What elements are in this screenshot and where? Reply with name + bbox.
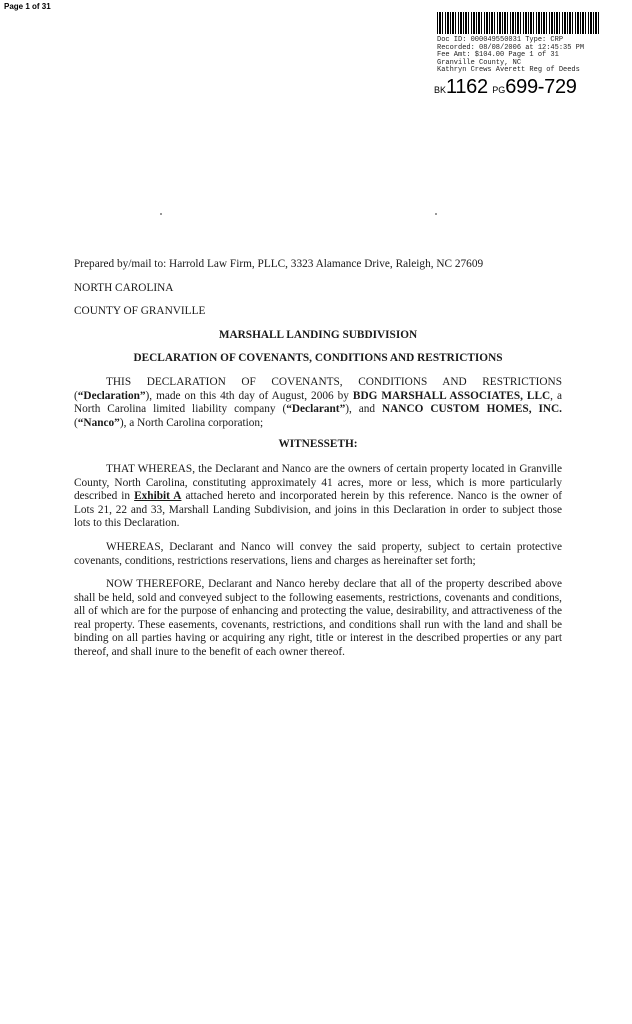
declaration-term: “Declaration” [77,389,146,402]
recording-stamp [437,37,627,75]
whereas-text: THAT WHEREAS, the Declarant and Nanco are the owners of certain property located in Granville County, North Carolina, constituting approximately 41 acres, more or less, which is more particularly described in [74,462,562,503]
witnesseth-heading: WITNESSETH: [278,438,358,451]
intro-text: ), a North Carolina corporation; [119,416,264,429]
document-body [74,258,562,660]
page-range: 699-729 [505,76,577,98]
intro-text: ), made on this 4th day of August, 2006 by [145,389,353,402]
recording-line: Granville County, NC [437,58,522,67]
page-number-label: Page 1 of 31 [4,2,51,11]
therefore-paragraph: NOW THEREFORE, Declarant and Nanco hereby declare that all of the property described above shall be held, sold and conveyed subject to the following easements, restrictions, covenants and conditions, all of which are for the purpose of enhancing and protecting the value, desirability, and attractiveness of the real property. These easements, covenants, restrictions, and conditions shall run with the land and shall be binding on all parties having or acquiring any right, title or interest in the described properties or any part thereof, and shall inure to the benefit of each owner thereof. [74,578,562,659]
declarant-name: BDG MARSHALL ASSOCIATES, LLC [352,389,551,402]
document-subtitle: DECLARATION OF COVENANTS, CONDITIONS AND RESTRICTIONS [133,352,503,365]
convey-paragraph: WHEREAS, Declarant and Nanco will convey the said property, subject to certain protective covenants, conditions, restrictions reservations, liens and charges as hereinafter set forth; [74,540,562,567]
intro-paragraph [74,376,562,430]
declarant-term: “Declarant” [286,403,346,416]
scan-speck [160,213,162,215]
state-line: NORTH CAROLINA [74,281,174,294]
intro-text: , a North Carolina limited liability company ( [74,389,562,416]
book-number: 1162 [446,76,488,98]
recording-line: Kathryn Crews Averett Reg of Deeds [437,66,580,75]
exhibit-reference: Exhibit A [134,490,182,503]
intro-text: ( [74,416,78,429]
nanco-term: “Nanco” [77,416,120,429]
recording-line: Recorded: 08/08/2006 at 12:45:35 PM [437,43,585,52]
prepared-by-line: Prepared by/mail to: Harrold Law Firm, PLLC, 3323 Alamance Drive, Raleigh, NC 27609 [74,258,484,270]
page-prefix: PG [492,85,506,95]
recording-line: Fee Amt: $104.00 Page 1 of 31 [437,51,559,60]
intro-text: ), and [345,403,382,416]
book-page-reference [434,76,577,99]
recording-line: Doc ID: 000049550031 Type: CRP [437,36,564,44]
intro-text: THIS DECLARATION OF COVENANTS, CONDITIONS AND RESTRICTIONS ( [74,375,562,402]
nanco-name: NANCO CUSTOM HOMES, INC. [381,403,562,416]
recording-barcode [437,12,601,34]
scan-speck [435,213,437,215]
document-title: MARSHALL LANDING SUBDIVISION [218,328,418,341]
county-line: COUNTY OF GRANVILLE [74,305,206,318]
book-prefix: BK [434,85,447,95]
whereas-text: attached hereto and incorporated herein by this reference. Nanco is the owner of Lots 21, 22 and 33, Marshall Landing Subdivision, and joins in this Declaration in order to subject those lots to this Declaration. [74,490,562,530]
whereas-paragraph [74,463,562,531]
